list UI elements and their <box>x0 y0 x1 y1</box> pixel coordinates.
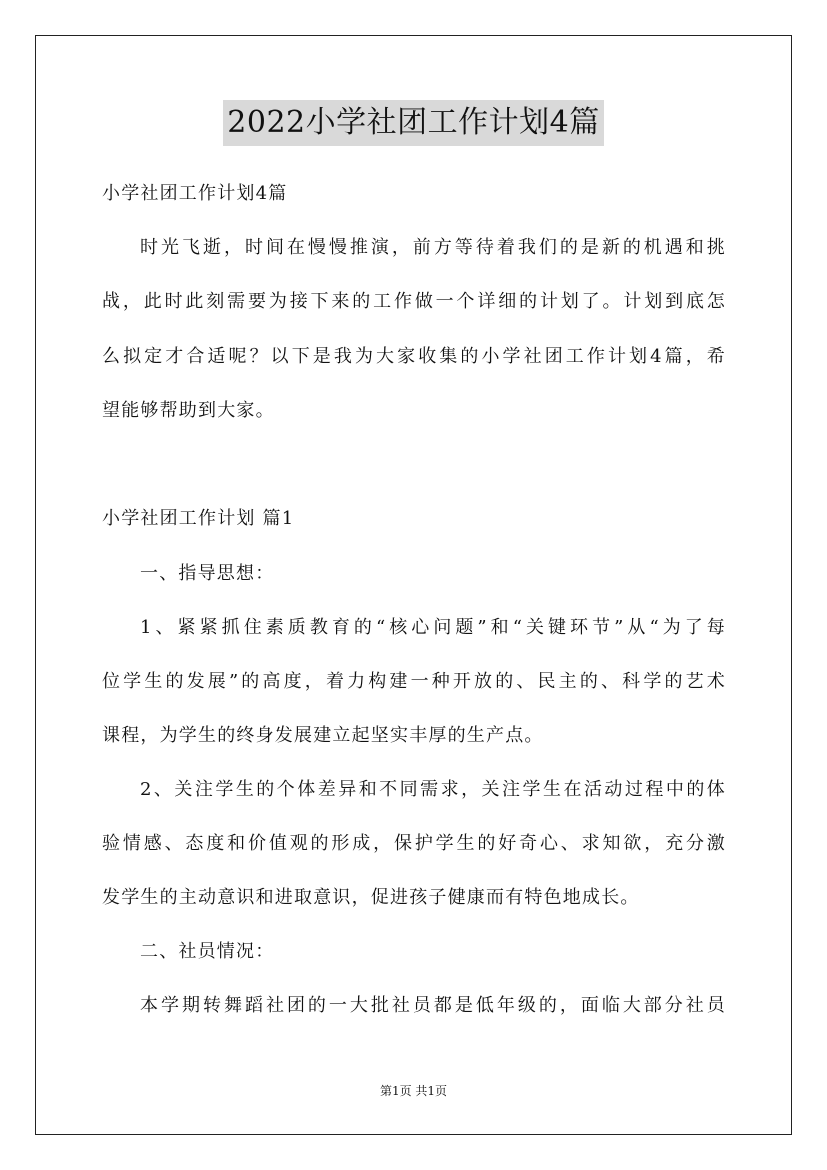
intro-line-2: 战，此时此刻需要为接下来的工作做一个详细的计划了。计划到底怎 <box>102 291 726 312</box>
intro-line-3: 么拟定才合适呢？以下是我为大家收集的小学社团工作计划4篇，希 <box>102 346 726 367</box>
point1-line-3: 课程，为学生的终身发展建立起坚实丰厚的生产点。 <box>102 725 544 746</box>
guiding-heading: 一、指导思想： <box>140 563 275 584</box>
members-heading: 二、社员情况： <box>140 941 275 962</box>
document-title: 2022小学社团工作计划4篇 <box>223 100 603 146</box>
point1-line-1: 1、紧紧抓住素质教育的“核心问题”和“关键环节”从“为了每 <box>140 617 726 638</box>
section1-heading: 小学社团工作计划 篇1 <box>102 508 295 529</box>
page-footer: 第1页 共1页 <box>379 1084 448 1098</box>
document-title-wrap <box>0 100 827 146</box>
members-line-1: 本学期转舞蹈社团的一大批社员都是低年级的，面临大部分社员 <box>140 995 726 1016</box>
point2-line-3: 发学生的主动意识和进取意识，促进孩子健康而有特色地成长。 <box>102 887 640 908</box>
point1-line-2: 位学生的发展”的高度，着力构建一种开放的、民主的、科学的艺术 <box>102 671 726 692</box>
document-subtitle: 小学社团工作计划4篇 <box>102 183 288 204</box>
intro-line-1: 时光飞逝，时间在慢慢推演，前方等待着我们的是新的机遇和挑 <box>140 237 726 258</box>
point2-line-1: 2、关注学生的个体差异和不同需求，关注学生在活动过程中的体 <box>140 779 726 800</box>
intro-line-4: 望能够帮助到大家。 <box>102 400 275 421</box>
point2-line-2: 验情感、态度和价值观的形成，保护学生的好奇心、求知欲，充分激 <box>102 833 726 854</box>
